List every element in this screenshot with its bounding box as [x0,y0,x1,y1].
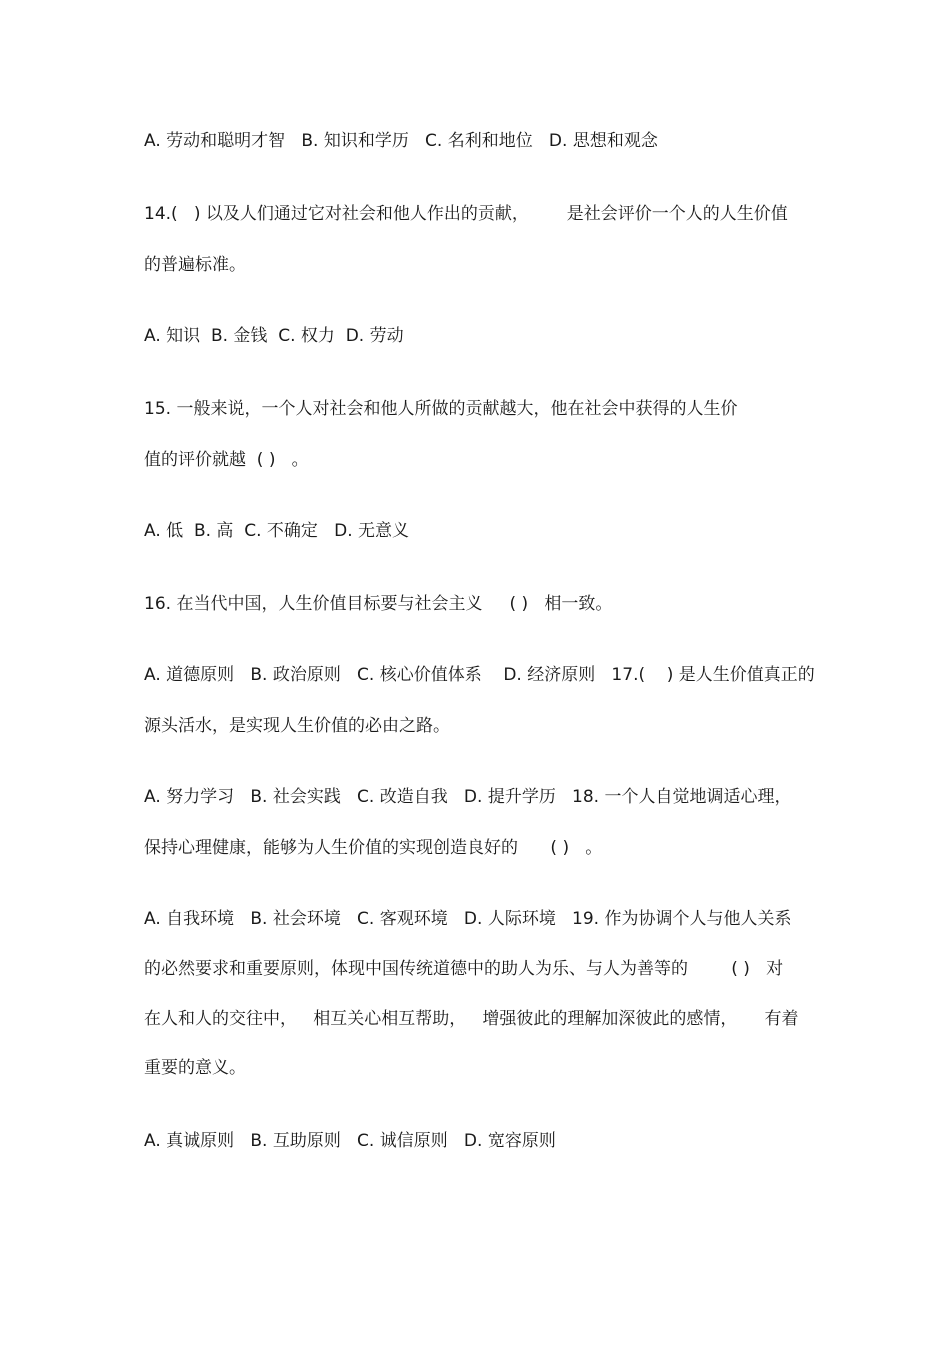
q14-options: A. 知识 B. 金钱 C. 权力 D. 劳动 [144,326,404,346]
q15-text-line1: 15. 一般来说，一个人对社会和他人所做的贡献越大，他在社会中获得的人生价 [144,399,738,419]
q17-options-q18-text: A. 努力学习 B. 社会实践 C. 改造自我 D. 提升学历 18. 一个人自觉地调适心理， [144,787,792,807]
q16-text: 16. 在当代中国，人生价值目标要与社会主义 ( ) 相一致。 [144,594,613,614]
q15-text-line2: 值的评价就越 ( ) 。 [144,450,309,470]
q14-text-line1: 14.( ) 以及人们通过它对社会和他人作出的贡献， 是社会评价一个人的人生价值 [144,204,788,224]
q16-options-q17-text: A. 道德原则 B. 政治原则 C. 核心价值体系 D. 经济原则 17.( ) 是人生价值真正的 [144,665,815,685]
q19-text-line2: 的必然要求和重要原则，体现中国传统道德中的助人为乐、与人为善等的 ( ) 对 [144,959,784,979]
q18-options-q19-text: A. 自我环境 B. 社会环境 C. 客观环境 D. 人际环境 19. 作为协调个人与他人关系 [144,909,792,929]
q19-text-line3: 在人和人的交往中， 相互关心相互帮助， 增强彼此的理解加深彼此的感情， 有着 [144,1009,799,1029]
q18-text-line2: 保持心理健康，能够为人生价值的实现创造良好的 ( ) 。 [144,838,603,858]
q19-options: A. 真诚原则 B. 互助原则 C. 诚信原则 D. 宽容原则 [144,1131,556,1151]
q13-options: A. 劳动和聪明才智 B. 知识和学历 C. 名利和地位 D. 思想和观念 [144,131,658,151]
q17-text-line2: 源头活水，是实现人生价值的必由之路。 [144,716,450,736]
q15-options: A. 低 B. 高 C. 不确定 D. 无意义 [144,521,410,541]
q19-text-line4: 重要的意义。 [144,1058,246,1078]
q14-text-line2: 的普遍标准。 [144,255,246,275]
